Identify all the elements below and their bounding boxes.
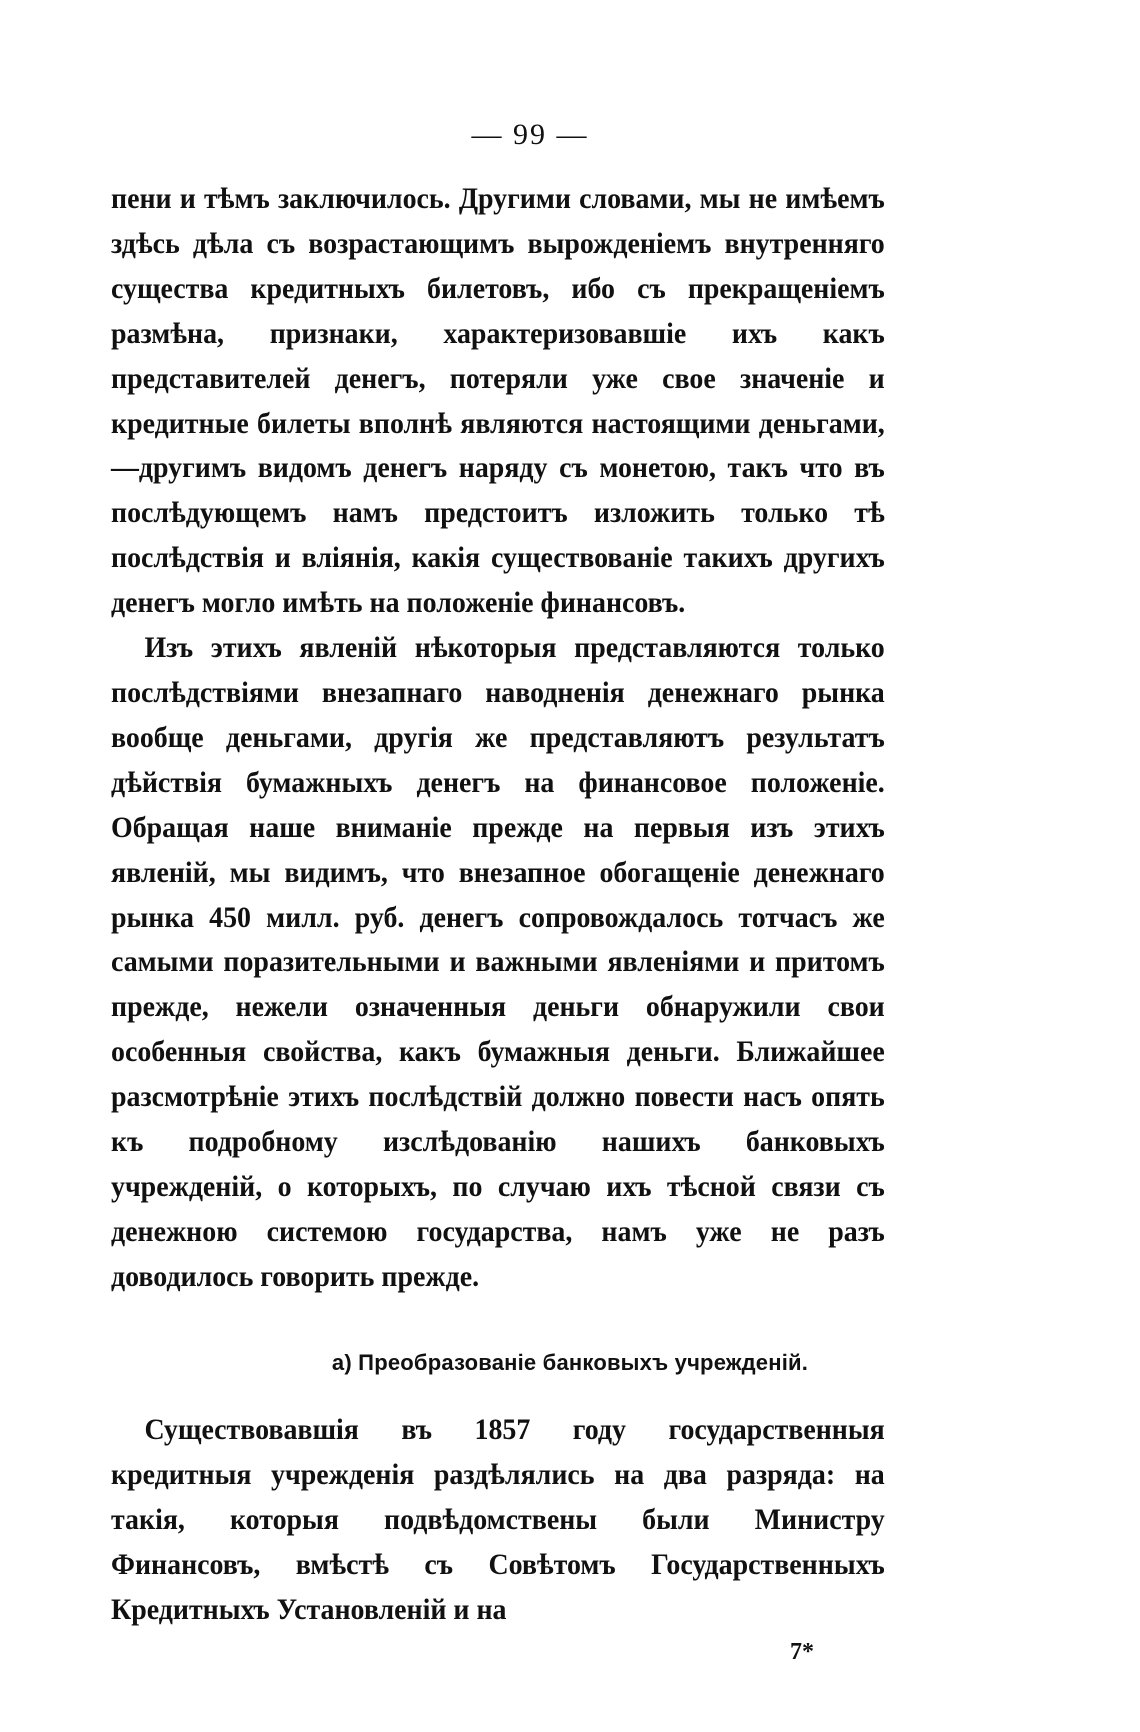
signature-mark: 7*: [790, 1638, 814, 1665]
paragraph: Существовавшія въ 1857 году государственныя кредитныя учрежденія раздѣлялись на два разряда: на такія, которыя подвѣдомствены были Министру Финансовъ, вмѣстѣ съ Совѣтомъ Государственныхъ Кредитныхъ Установленій и на: [111, 1413, 885, 1626]
section-heading: а) Преобразованіе банковыхъ учрежденій.: [331, 1350, 809, 1375]
paragraph: Изъ этихъ явленій нѣкоторыя представляются только послѣдствіями внезапнаго наводненія денежнаго рынка вообще деньгами, другія же представляютъ результатъ дѣйствія бумажныхъ денегъ на финансовое положеніе. Обращая наше вниманіе прежде на первыя изъ этихъ явленій, мы видимъ, что внезапное обогащеніе денежнаго рынка 450 милл. руб. денегъ сопровождалось тотчасъ же самыми поразительными и важными явленіями и притомъ прежде, нежели означенныя деньги обнаружили свои особенныя свойства, какъ бумажныя деньги. Ближайшее разсмотрѣніе этихъ послѣдствій должно повести насъ опять къ подробному изслѣдованію нашихъ банковыхъ учрежденій, о которыхъ, по случаю ихъ тѣсной связи съ денежною системою государства, намъ уже не разъ доводилось говорить прежде.: [111, 631, 885, 1293]
page-number: — 99 —: [471, 118, 589, 151]
paragraph-continued: пени и тѣмъ заключилось. Другими словами, мы не имѣемъ здѣсь дѣла съ возрастающимъ вырожденіемъ внутренняго существа кредитныхъ билетовъ, ибо съ прекращеніемъ размѣна, признаки, характеризовавшіе ихъ какъ представителей денегъ, потеряли уже свое значеніе и кредитные билеты вполнѣ являются настоящими деньгами,—другимъ видомъ денегъ наряду съ монетою, такъ что въ послѣдующемъ намъ предстоитъ изложить только тѣ послѣдствія и вліянія, какія существованіе такихъ другихъ денегъ могло имѣть на положеніе финансовъ.: [111, 182, 885, 620]
main-text-bottom: [111, 1408, 885, 1633]
main-text-top: [111, 177, 885, 1300]
